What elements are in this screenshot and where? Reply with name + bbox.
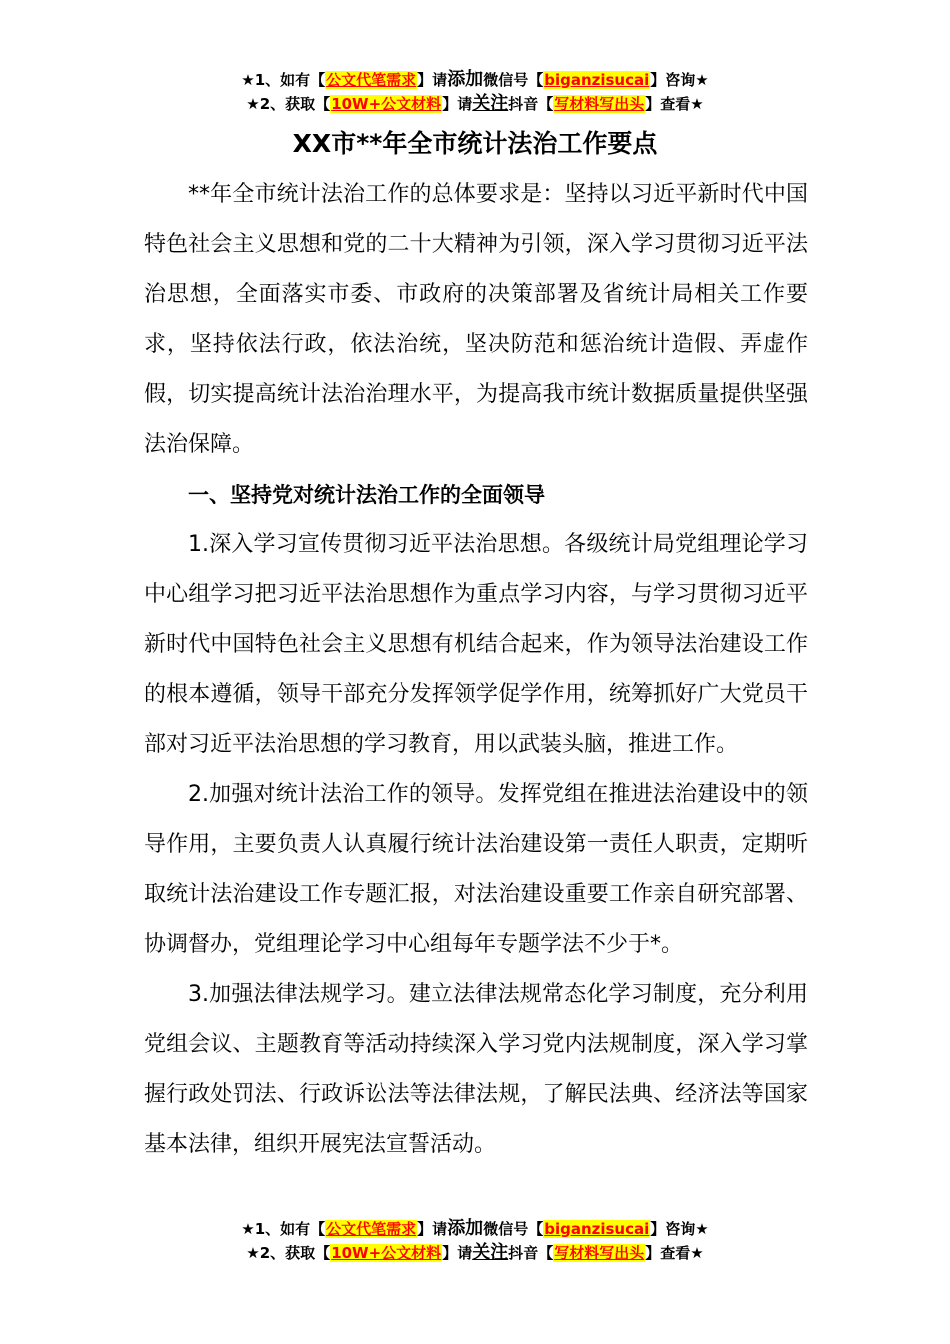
banner-text: ★1、如有【 (241, 71, 326, 89)
banner-text: 微信号【 (483, 71, 544, 89)
document-title: XX市**年全市统计法治工作要点 (292, 129, 658, 158)
item-paragraph-1: 1.深入学习宣传贯彻习近平法治思想。各级统计局党组理论学习中心组学习把习近平法治思想作为重点学习内容，与学习贯彻习近平新时代中国特色社会主义思想有机结合起来，作为领导法治建设工作的根本遵循，领导干部充分发挥领学促学作用，统筹抓好广大党员干部对习近平法治思想的学习教育，用以武装头脑，推进工作。 (144, 532, 808, 757)
banner-text: 】请 (442, 1244, 473, 1262)
banner-text: 】查看★ (645, 95, 704, 113)
banner-emphasis: 关注 (472, 1242, 509, 1263)
section-heading: 一、坚持党对统计法治工作的全面领导 (188, 483, 545, 507)
banner-text: 】请 (417, 1220, 448, 1238)
banner-emphasis: 关注 (472, 93, 509, 114)
banner-emphasis: 添加 (447, 1218, 484, 1239)
banner-highlight: biganzisucai (544, 1220, 650, 1238)
banner-text: ★2、获取【 (246, 1244, 331, 1262)
banner-text: 】请 (417, 71, 448, 89)
banner-line-2 (0, 92, 950, 116)
banner-text: 】咨询★ (650, 71, 709, 89)
banner-text: 】咨询★ (650, 1220, 709, 1238)
banner-highlight: 10W+公文材料 (331, 1244, 442, 1262)
banner-text: 抖音【 (508, 95, 554, 113)
banner-highlight: 10W+公文材料 (331, 95, 442, 113)
banner-highlight: 公文代笔需求 (326, 71, 417, 89)
banner-highlight: 写材料写出头 (554, 1244, 645, 1262)
banner-text: ★2、获取【 (246, 95, 331, 113)
item-paragraph-3: 3.加强法律法规学习。建立法律法规常态化学习制度，充分利用党组会议、主题教育等活动持续深入学习党内法规制度，深入学习掌握行政处罚法、行政诉讼法等法律法规，了解民法典、经济法等国家基本法律，组织开展宪法宣誓活动。 (144, 982, 808, 1157)
footer-banner (0, 1217, 950, 1265)
banner-line-2 (0, 1241, 950, 1265)
banner-text: 抖音【 (508, 1244, 554, 1262)
banner-line-1 (0, 68, 950, 92)
document-body (144, 170, 808, 1170)
banner-highlight: 写材料写出头 (554, 95, 645, 113)
banner-text: 微信号【 (483, 1220, 544, 1238)
banner-text: ★1、如有【 (241, 1220, 326, 1238)
header-banner (0, 68, 950, 116)
intro-paragraph: **年全市统计法治工作的总体要求是：坚持以习近平新时代中国特色社会主义思想和党的二十大精神为引领，深入学习贯彻习近平法治思想，全面落实市委、市政府的决策部署及省统计局相关工作要求，坚持依法行政，依法治统，坚决防范和惩治统计造假、弄虚作假，切实提高统计法治治理水平，为提高我市统计数据质量提供坚强法治保障。 (144, 182, 808, 457)
banner-emphasis: 添加 (447, 69, 484, 90)
banner-text: 】请 (442, 95, 473, 113)
banner-highlight: biganzisucai (544, 71, 650, 89)
banner-highlight: 公文代笔需求 (326, 1220, 417, 1238)
banner-text: 】查看★ (645, 1244, 704, 1262)
item-paragraph-2: 2.加强对统计法治工作的领导。发挥党组在推进法治建设中的领导作用，主要负责人认真履行统计法治建设第一责任人职责，定期听取统计法治建设工作专题汇报，对法治建设重要工作亲自研究部署、协调督办，党组理论学习中心组每年专题学法不少于*。 (144, 782, 808, 957)
banner-line-1 (0, 1217, 950, 1241)
